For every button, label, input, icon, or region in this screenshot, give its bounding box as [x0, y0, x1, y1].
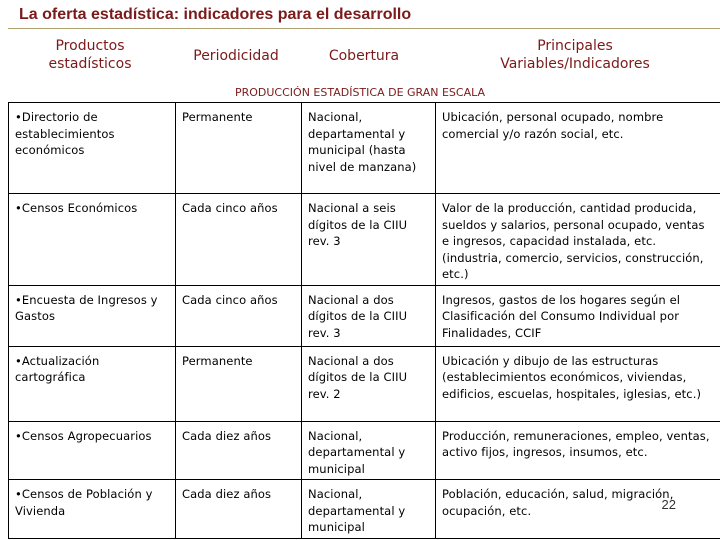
cell-periodicity: Cada diez años — [176, 480, 302, 539]
cell-product: •Censos de Población y Vivienda — [9, 480, 176, 539]
cell-variables: Ubicación y dibujo de las estructuras (establecimientos económicos, viviendas, edificios, escuelas, hospitales, iglesias, etc.) — [436, 346, 720, 421]
cell-product: •Censos Agropecuarios — [9, 421, 176, 480]
cell-product: •Actualización cartográfica — [9, 346, 176, 421]
page-number: 22 — [661, 497, 676, 512]
section-heading: PRODUCCIÓN ESTADÍSTICA DE GRAN ESCALA — [234, 86, 486, 99]
cell-product: •Directorio de establecimientos económicos — [9, 103, 176, 194]
cell-periodicity: Permanente — [176, 103, 302, 194]
cell-coverage: Nacional a seis dígitos de la CIIU rev. 3 — [302, 194, 436, 286]
cell-variables: Ingresos, gastos de los hogares según el Clasificación del Consumo Individual por Finalidades, CCIF — [436, 285, 720, 346]
cell-product: •Encuesta de Ingresos y Gastos — [9, 285, 176, 346]
cell-variables: Valor de la producción, cantidad producida, sueldos y salarios, personal ocupado, ventas e ingresos, capacidad instalada, etc. (industria, comercio, servicios, construcción, etc.) — [436, 194, 720, 286]
header-coverage: Cobertura — [328, 48, 400, 64]
cell-variables: Población, educación, salud, migración, ocupación, etc. — [436, 480, 720, 539]
cell-coverage: Nacional, departamental y municipal — [302, 421, 436, 480]
cell-coverage: Nacional a dos dígitos de la CIIU rev. 3 — [302, 285, 436, 346]
cell-periodicity: Permanente — [176, 346, 302, 421]
cell-variables: Producción, remuneraciones, empleo, ventas, activo fijos, ingresos, insumos, etc. — [436, 421, 720, 480]
header-periodicity: Periodicidad — [193, 48, 279, 64]
table-row — [9, 346, 720, 421]
table-row — [9, 285, 720, 346]
indicators-table — [8, 102, 720, 539]
slide-title: La oferta estadística: indicadores para el desarrollo — [19, 6, 412, 23]
cell-periodicity: Cada diez años — [176, 421, 302, 480]
cell-coverage: Nacional a dos dígitos de la CIIU rev. 2 — [302, 346, 436, 421]
cell-periodicity: Cada cinco años — [176, 285, 302, 346]
table-row — [9, 103, 720, 194]
table-row — [9, 194, 720, 286]
table-row — [9, 480, 720, 539]
header-variables: Principales Variables/Indicadores — [500, 38, 650, 72]
cell-coverage: Nacional, departamental y municipal — [302, 480, 436, 539]
cell-periodicity: Cada cinco años — [176, 194, 302, 286]
table-row — [9, 421, 720, 480]
column-headers — [0, 34, 720, 86]
cell-variables: Ubicación, personal ocupado, nombre comercial y/o razón social, etc. — [436, 103, 720, 194]
title-divider — [8, 28, 720, 29]
cell-coverage: Nacional, departamental y municipal (hasta nivel de manzana) — [302, 103, 436, 194]
header-products: Productos estadísticos — [48, 38, 132, 72]
cell-product: •Censos Económicos — [9, 194, 176, 286]
